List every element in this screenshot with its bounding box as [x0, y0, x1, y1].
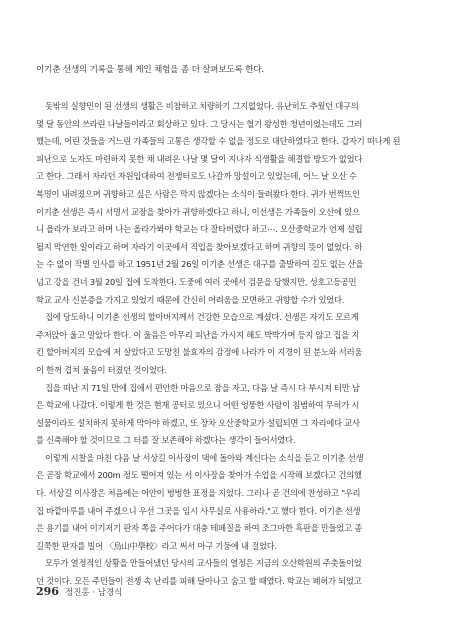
text-line: 킨 할아버지의 모습에 저 살았다고 도망친 불효자의 감정에 나라가 이 지경이 된 분노와 서러움 — [36, 347, 363, 358]
text-line: 집을 떠난 지 71일 만에 집에서 편안한 마음으로 잠을 자고, 다음 날 즉시 다 부시져 터만 남 — [45, 382, 360, 393]
paragraph-1 — [36, 98, 446, 309]
text-line: 될지 막연한 일이라고 하며 자라기 이곳에서 직업을 찾아보겠다고 하며 귀향의 뜻이 없었다. 하 — [36, 241, 363, 252]
text-line: 이렇게 시찰을 마친 다음 날 서상길 이사장이 댁에 돌아와 계신다는 소식을 듣고 이기춘 선생 — [45, 452, 364, 463]
text-line: 던 것이다. 모든 주민들이 전쟁 속 난리를 피해 달아나고 숨고 할 때였다. 학교는 폐허가 되었고 — [36, 576, 362, 587]
text-line: 은 곧장 학교에서 200m 정도 떨어져 있는 서 이사장을 찾아가 수업을 시작해 보겠다고 건의했 — [36, 470, 362, 481]
text-line: 은 용기를 내어 이기저기 판자 쪽을 주어다가 대충 테페질을 하여 조그마한 흑판을 만들었고 종 — [36, 523, 363, 534]
text-line: 주저앉아 울고 말았다 한다. 이 울음은 아무리 피난을 가시지 해도 박박가며 등지 않고 집을 지 — [36, 329, 360, 340]
paragraph-2 — [36, 309, 446, 379]
intro-sentence: 이기춘 선생의 기록을 통해 게인 체험을 좀 더 살펴보도록 한다. — [36, 65, 264, 75]
text-line: 은 학교에 나갔다. 이렇게 한 것은 현재 공터로 있으니 어떤 엉뚱한 사람이 침범하여 무허가 시 — [36, 400, 360, 411]
page-footer — [36, 585, 122, 599]
text-line: 했는데, 어린 것들을 거느린 가족들의 고통은 생각할 수 없을 정도로 대단하였다고 한다. 갑자기 떠나게 된 — [36, 136, 401, 147]
running-footer-authors: 정진홍 · 남경식 — [65, 588, 123, 598]
paragraph-3 — [36, 380, 446, 450]
text-line: 고 한다. 그래서 자라던 자원입대하여 전쟁터로도 나갈까 망설이고 있었는데, 어느 날 오산 수 — [36, 171, 357, 182]
text-line: 다. 서상길 이사장은 처음에는 어안이 벙벙한 표정을 지었다. 그러나 곧 건의에 찬성하고 "우리 — [36, 488, 361, 499]
text-line: 설물이라도 설치하지 못하게 막아야 하겠고, 또 장차 오산중학교가 설립되면 그 자리에다 교사 — [36, 417, 360, 428]
body-text — [36, 98, 446, 591]
page-number: 296 — [36, 585, 59, 598]
text-line: 이기춘 선생은 즉시 서명서 교장을 찾아가 귀향하겠다고 하니, 이선생은 가족들이 오산에 있으 — [36, 206, 360, 217]
paragraph-4 — [36, 450, 446, 556]
text-line: 이 한꺼 겹쳐 울음이 터졌던 것이었다. — [36, 364, 167, 375]
text-line: 몇 달 동안의 쓰라린 나날들이라고 회상하고 있다. 그 당시는 혈기 왕성한 청년이었는데도 그러 — [36, 118, 363, 129]
text-line: 복명이 내려졌으며 귀향하고 싶은 사람은 막지 않겠다는 소식이 들려왔다 한다. 귀가 번쩍뜨인 — [36, 188, 360, 199]
text-line: 니 올라가 보라고 하며 나는 올라가봐야 학교는 다 잘타버렸다 하고⋯. 오산중학교가 언제 설립 — [36, 224, 363, 235]
text-line: 집에 당도하니 이기춘 선생의 할아버지께서 건강한 모습으로 계셨다. 선생은 자기도 모르게 — [45, 312, 359, 323]
text-line: 집 바깥마루를 내어 주겠으니 우선 그곳을 임시 사무실로 사용하라."고 했다 한다. 이기춘 선생 — [36, 505, 361, 516]
text-line: 피난으로 노자도 마련하지 못한 채 내려온 나날 몇 달이 지나자 식생활을 해결할 방도가 없었다 — [36, 153, 363, 164]
text-line: 길쭉한 판자를 빌어 〈烏山中學校〉라고 써서 마구 기둥에 내 걸었다. — [36, 540, 277, 551]
text-line: 모두가 열정적인 상황을 만들어냈던 당시의 교사들의 열정은 지금의 오산학원의 주춧돌이었 — [45, 558, 362, 569]
text-line: 는 수 없이 작별 인사를 하고 1951년 2월 26일 이기춘 선생은 대구를 출발하여 길도 없는 산을 — [36, 259, 364, 270]
text-line: 넘고 강을 건너 3월 20일 집에 도착한다. 도중에 여러 곳에서 검문을 당했지만, 성호고등공민 — [36, 276, 357, 287]
text-line: 를 신축해야 할 것이므로 그 터를 잘 보존해야 하겠다는 생각이 들어서였다. — [36, 435, 296, 446]
text-line: 돗밖의 실향민이 된 선생의 생활은 비참하고 처량하기 그지없었다. 유난히도 추웠던 대구의 — [45, 101, 359, 111]
text-line: 학교 교사 신분증을 가지고 있었기 때문에 간신히 어려움을 모면하고 귀향할 수가 있었다. — [36, 294, 345, 305]
